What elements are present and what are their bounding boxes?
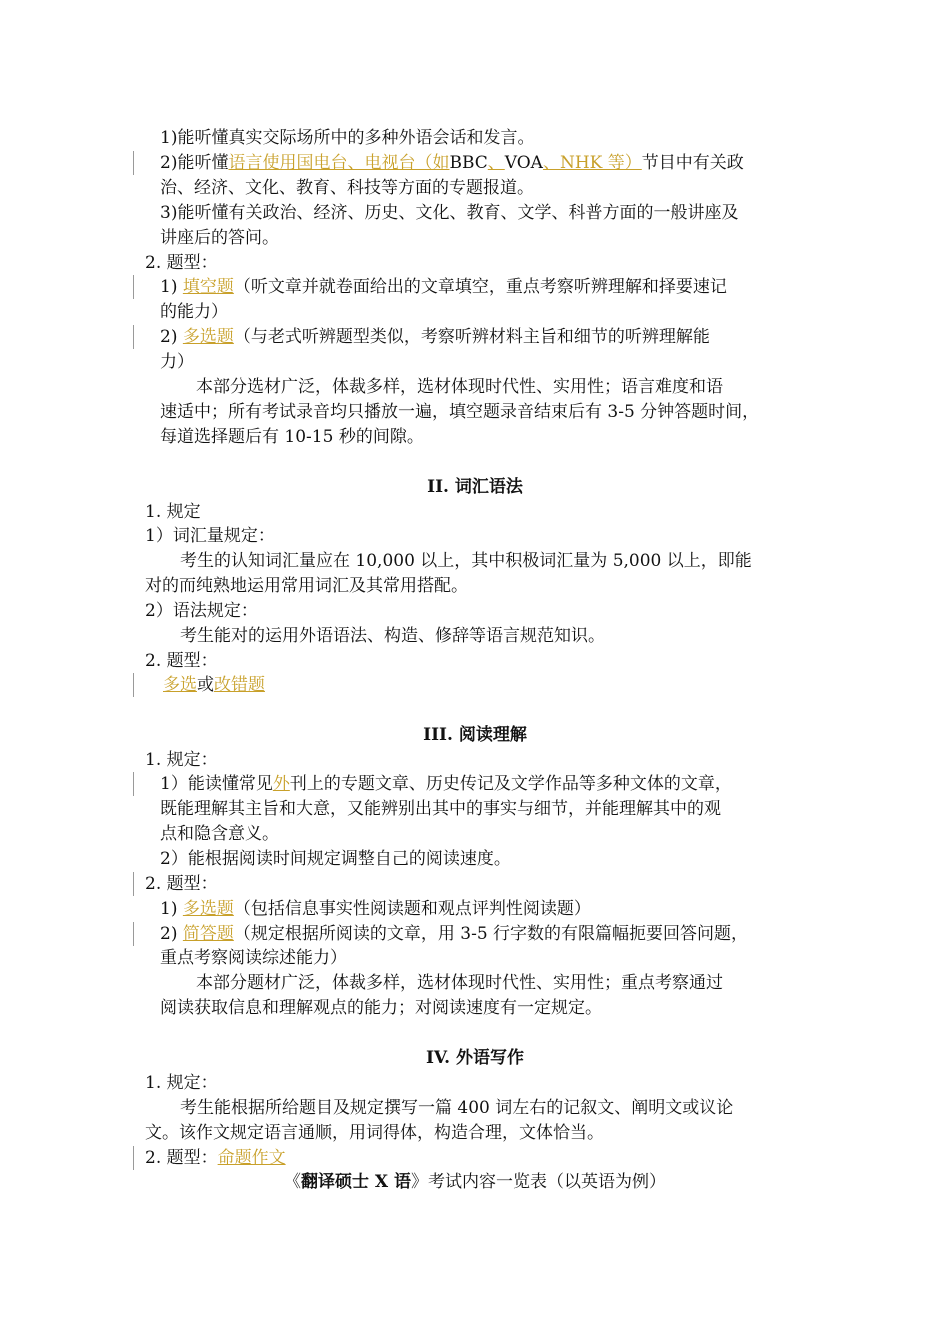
revision-bar <box>133 1146 134 1170</box>
link-foreign[interactable]: 外 <box>272 774 290 794</box>
revision-bar <box>133 275 134 299</box>
vocab-sub-1-text: 对的而纯熟地运用常用词汇及其常用搭配。 <box>145 576 468 596</box>
reading-req-2: 2）能根据阅读时间规定调整自己的阅读速度。 <box>160 849 511 869</box>
text: 》考试内容一览表（以英语为例） <box>411 1172 667 1192</box>
listening-type-1 <box>160 275 727 299</box>
listening-type-1-cont: 的能力） <box>160 302 228 322</box>
section-heading-reading: III. 阅读理解 <box>423 725 527 745</box>
reading-req-1 <box>160 772 732 796</box>
revision-bar <box>133 872 134 896</box>
vocab-types-label: 2. 题型： <box>145 651 218 671</box>
list-number: 1) <box>160 899 183 919</box>
section-heading-vocab: II. 词汇语法 <box>427 477 523 497</box>
listening-para: 每道选择题后有 10-15 秒的间隙。 <box>160 427 424 447</box>
reading-type-2 <box>160 922 748 946</box>
revision-bar <box>133 325 134 349</box>
writing-text: 考生能根据所给题目及规定撰写一篇 400 词左右的记叙文、阐明文或议论 <box>180 1098 734 1118</box>
text: 2. 题型： <box>145 874 218 894</box>
writing-rules-label: 1. 规定： <box>145 1073 218 1093</box>
listening-para: 速适中；所有考试录音均只播放一遍，填空题录音结束后有 3-5 分钟答题时间， <box>160 402 760 422</box>
reading-type-2-cont: 重点考察阅读综述能力） <box>160 948 347 968</box>
link-broadcasters[interactable]: 语言使用国电台、电视台（如 <box>228 153 450 173</box>
listening-req-3-cont: 讲座后的答问。 <box>160 228 279 248</box>
table-title <box>0 1170 950 1194</box>
link-multiple-choice[interactable]: 多选 <box>163 675 197 695</box>
link-topic-essay[interactable]: 命题作文 <box>217 1148 286 1168</box>
link-error-correction[interactable]: 改错题 <box>214 675 265 695</box>
listening-req-2 <box>160 151 744 175</box>
text: 2. 题型： <box>145 1148 218 1168</box>
reading-type-1 <box>160 897 591 921</box>
link-separator[interactable]: 、 <box>487 153 505 173</box>
listening-req-3: 3)能听懂有关政治、经济、历史、文化、教育、文学、科普方面的一般讲座及 <box>160 203 739 223</box>
revision-bar <box>133 151 134 175</box>
reading-para: 本部分题材广泛，体裁多样，选材体现时代性、实用性；重点考察通过 <box>196 973 723 993</box>
text: （听文章并就卷面给出的文章填空，重点考察听辨理解和择要速记 <box>233 277 727 297</box>
revision-bar <box>133 673 134 697</box>
vocab-types <box>163 673 265 697</box>
listening-req-1: 1)能听懂真实交际场所中的多种外语会话和发言。 <box>160 128 535 148</box>
writing-types <box>145 1146 286 1170</box>
link-fill-blank[interactable]: 填空题 <box>182 277 234 297</box>
text: 节目中有关政 <box>641 153 744 173</box>
reading-rules-label: 1. 规定： <box>145 750 218 770</box>
text: 或 <box>197 675 214 695</box>
reading-req-1-cont: 既能理解其主旨和大意，又能辨别出其中的事实与细节，并能理解其中的观 <box>160 799 721 819</box>
list-number: 2) <box>160 327 183 347</box>
revision-bar <box>133 922 134 946</box>
vocab-rules-label: 1. 规定 <box>145 502 201 522</box>
listening-para: 本部分选材广泛，体裁多样，选材体现时代性、实用性；语言难度和语 <box>196 377 723 397</box>
text: VOA <box>504 153 543 173</box>
text: 翻译硕士 X 语 <box>300 1172 412 1192</box>
text: 刊上的专题文章、历史传记及文学作品等多种文体的文章， <box>289 774 732 794</box>
listening-types-label: 2. 题型： <box>145 253 218 273</box>
text: （规定根据所阅读的文章，用 3-5 行字数的有限篇幅扼要回答问题， <box>233 924 749 944</box>
text: 2)能听懂 <box>160 153 229 173</box>
listening-req-2-cont: 治、经济、文化、教育、科技等方面的专题报道。 <box>160 178 534 198</box>
section-heading-writing: IV. 外语写作 <box>425 1048 524 1068</box>
writing-text: 文。该作文规定语言通顺，用词得体，构造合理，文体恰当。 <box>145 1123 604 1143</box>
text: BBC <box>449 153 488 173</box>
reading-types-label <box>145 872 227 896</box>
text: 《 <box>283 1172 301 1192</box>
list-number: 2) <box>160 924 183 944</box>
vocab-sub-2-text: 考生能对的运用外语语法、构造、修辞等语言规范知识。 <box>180 626 605 646</box>
link-multiple-choice[interactable]: 多选题 <box>182 327 234 347</box>
reading-req-1-cont: 点和隐含意义。 <box>160 824 279 844</box>
vocab-sub-1: 1）词汇量规定： <box>145 526 275 546</box>
list-number: 1) <box>160 277 183 297</box>
text: （包括信息事实性阅读题和观点评判性阅读题） <box>233 899 591 919</box>
vocab-sub-2: 2）语法规定： <box>145 601 258 621</box>
listening-type-2 <box>160 325 710 349</box>
link-nhk[interactable]: 、NHK 等） <box>542 153 642 173</box>
text: 1）能读懂常见 <box>160 774 273 794</box>
link-short-answer[interactable]: 简答题 <box>182 924 234 944</box>
vocab-sub-1-text: 考生的认知词汇量应在 10,000 以上，其中积极词汇量为 5,000 以上，即能 <box>180 551 752 571</box>
revision-bar <box>133 772 134 796</box>
text: （与老式听辨题型类似，考察听辨材料主旨和细节的听辨理解能 <box>233 327 710 347</box>
reading-para: 阅读获取信息和理解观点的能力；对阅读速度有一定规定。 <box>160 998 602 1018</box>
link-multiple-choice[interactable]: 多选题 <box>182 899 234 919</box>
listening-type-2-cont: 力） <box>160 352 194 372</box>
